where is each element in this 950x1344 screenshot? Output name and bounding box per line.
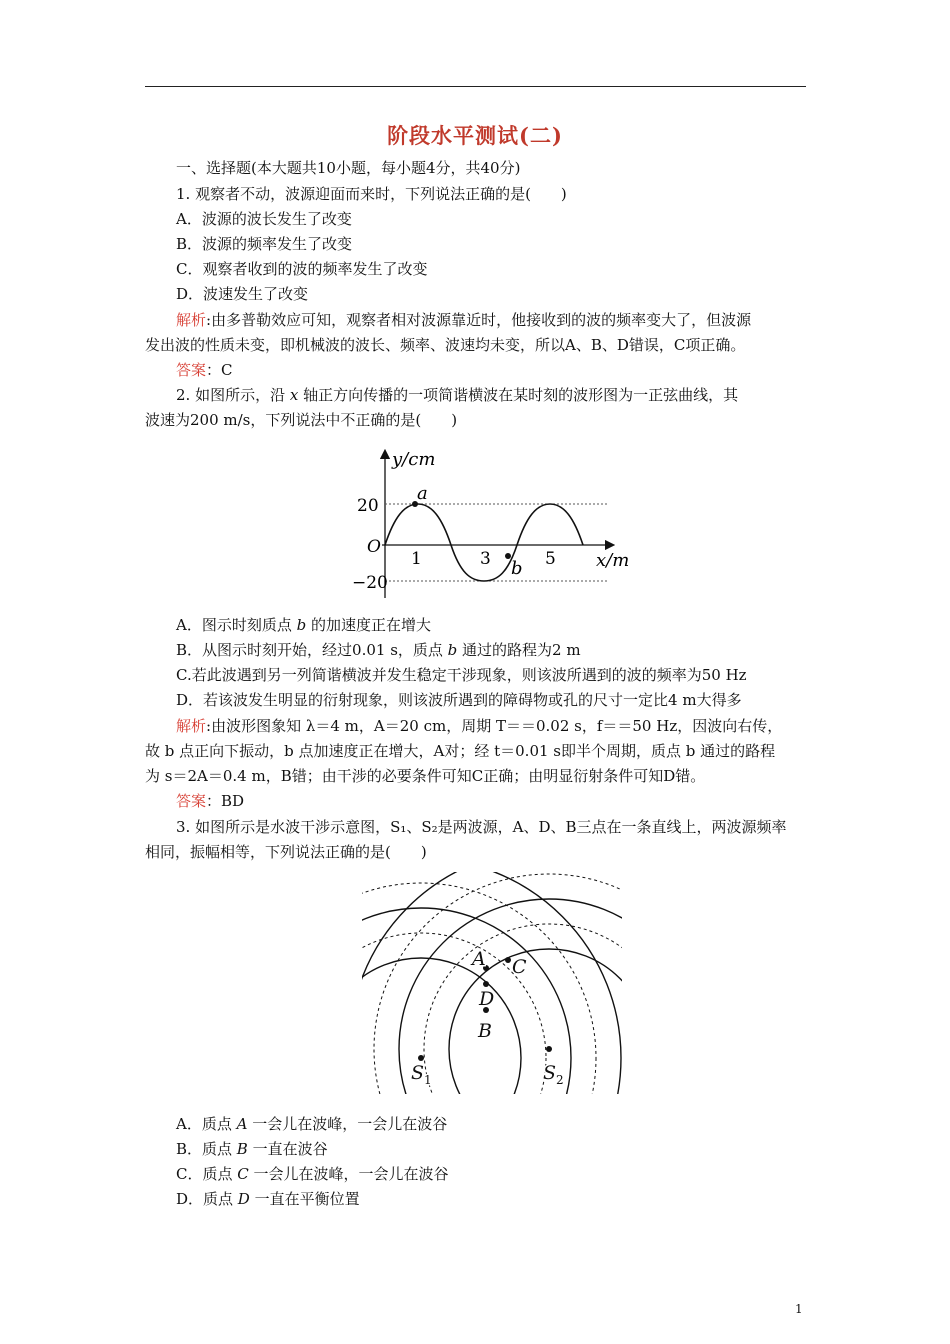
q2-analysis-line2: 故 b 点正向下振动，b 点加速度正在增大，A对；经 t＝0.01 s即半个周期，质点 b 通过的路程 — [145, 742, 776, 760]
label-b: b — [511, 558, 523, 579]
q3-option-a: A．质点 A 一会儿在波峰，一会儿在波谷 — [176, 1115, 448, 1133]
q3-stem-line2: 相同，振幅相等，下列说法正确的是( ) — [145, 843, 427, 861]
q2-stem-line2: 波速为200 m/s，下列说法中不正确的是( ) — [145, 411, 458, 429]
label-S2: $S_2$ — [543, 1062, 564, 1087]
source-s2 — [546, 1046, 552, 1052]
q1-option-a: A．波源的波长发生了改变 — [176, 210, 352, 228]
q1-option-d: D．波速发生了改变 — [176, 285, 309, 303]
label-S1: $S_1$ — [411, 1062, 432, 1087]
q2-answer: 答案：BD — [176, 792, 245, 810]
q2-option-c: C.若此波遇到另一列简谐横波并发生稳定干涉现象，则该波所遇到的波的频率为50 Hz — [176, 666, 747, 684]
ytick-neg20: −20 — [352, 573, 388, 593]
q1-answer-label: 答案 — [176, 361, 207, 379]
ytick-20: 20 — [357, 496, 379, 516]
q3-stem-line1: 3. 如图所示是水波干涉示意图，S₁、S₂是两波源，A、D、B三点在一条直线上，两波源频率 — [176, 818, 787, 836]
q2-wave-graph — [352, 448, 650, 608]
q2-analysis-line1: 解析:由波形图象知 λ＝4 m，A＝20 cm，周期 T＝＝0.02 s，f＝＝50 Hz，因波向右传， — [176, 717, 783, 735]
q3-option-d: D．质点 D 一直在平衡位置 — [176, 1190, 360, 1208]
x-label: x/m — [596, 550, 630, 571]
point-D — [483, 981, 489, 987]
q3-interference-figure — [362, 872, 622, 1094]
q1-stem: 1. 观察者不动，波源迎面而来时，下列说法正确的是( ) — [176, 185, 567, 203]
xtick-1: 1 — [411, 549, 422, 569]
label-A: A — [472, 948, 486, 970]
page-number: 1 — [795, 1302, 803, 1316]
label-D: D — [479, 988, 495, 1010]
q2-analysis-line3: 为 s＝2A＝0.4 m，B错；由干涉的必要条件可知C正确；由明显衍射条件可知D错。 — [145, 767, 706, 785]
q2-option-a: A．图示时刻质点 b 的加速度正在增大 — [176, 616, 431, 634]
q2-stem-line1: 2. 如图所示，沿 x 轴正方向传播的一项简谐横波在某时刻的波形图为一正弦曲线，其 — [176, 386, 739, 404]
label-B: B — [478, 1020, 492, 1042]
point-C — [505, 957, 511, 963]
q1-analysis-label: 解析 — [176, 311, 207, 329]
q3-option-c: C．质点 C 一会儿在波峰，一会儿在波谷 — [176, 1165, 449, 1183]
q1-answer: 答案：C — [176, 361, 233, 379]
section-heading: 一、选择题(本大题共10小题，每小题4分，共40分) — [176, 159, 521, 177]
xtick-3: 3 — [480, 549, 491, 569]
q1-analysis-line2: 发出波的性质未变，即机械波的波长、频率、波速均未变，所以A、B、D错误，C项正确。 — [145, 336, 746, 354]
page-title: 阶段水平测试(二) — [387, 123, 563, 148]
sine-wave — [385, 504, 583, 581]
q1-analysis-line1: 解析:由多普勒效应可知，观察者相对波源靠近时，他接收到的波的频率变大了，但波源 — [176, 311, 752, 329]
q1-option-b: B．波源的频率发生了改变 — [176, 235, 353, 253]
q2-analysis-label: 解析 — [176, 717, 207, 735]
xtick-5: 5 — [545, 549, 556, 569]
q2-option-b: B．从图示时刻开始，经过0.01 s，质点 b 通过的路程为2 m — [176, 641, 581, 659]
origin-label: O — [367, 537, 381, 557]
source-s1 — [418, 1055, 424, 1061]
label-C: C — [512, 956, 527, 978]
y-label: y/cm — [392, 449, 436, 470]
header-rule — [145, 86, 806, 87]
q3-option-b: B．质点 B 一直在波谷 — [176, 1140, 328, 1158]
q1-option-c: C．观察者收到的波的频率发生了改变 — [176, 260, 428, 278]
q2-answer-label: 答案 — [176, 792, 207, 810]
label-a: a — [417, 483, 428, 504]
q2-option-d: D．若该波发生明显的衍射现象，则该波所遇到的障碍物或孔的尺寸一定比4 m大得多 — [176, 691, 742, 709]
